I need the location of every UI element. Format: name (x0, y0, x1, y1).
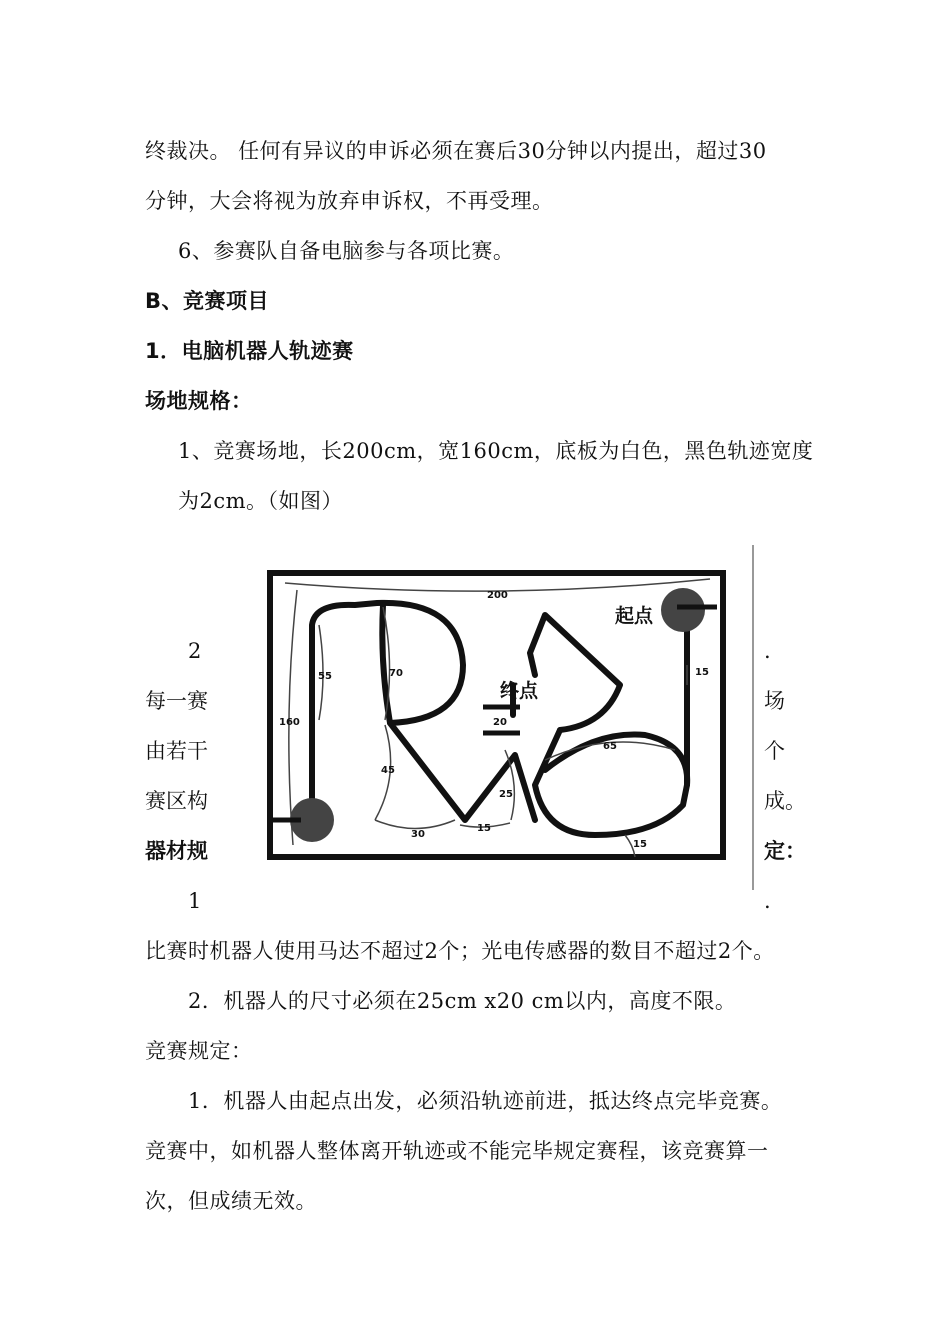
dim-15a-label: 15 (477, 823, 491, 834)
paragraph-line: 竞赛中，如机器人整体离开轨迹或不能完毕规定赛程，该竞赛算一 (145, 1139, 769, 1163)
board-border (270, 573, 723, 857)
wrap-text-left: 1 (188, 889, 202, 913)
dim-65-label: 65 (603, 741, 617, 752)
wrap-text-left: 每一赛 (145, 689, 208, 713)
dim-15c-label: 15 (633, 839, 647, 850)
paragraph-line: 1、竞赛场地，长200cm，宽160cm，底板为白色，黑色轨迹宽度 (178, 439, 814, 463)
paragraph-line: 次，但成绩无效。 (145, 1189, 317, 1213)
dim-20-label: 20 (493, 717, 507, 728)
dim-160-label: 160 (279, 717, 300, 728)
paragraph-line: 比赛时机器人使用马达不超过2个；光电传感器的数目不超过2个。 (145, 939, 775, 963)
wrap-text-left: 器材规 (145, 839, 208, 863)
dim-55-label: 55 (318, 671, 332, 682)
paragraph-line: 2．机器人的尺寸必须在25cm x20 cm以内，高度不限。 (188, 989, 737, 1013)
wrap-text-right: 定： (764, 839, 806, 863)
wrap-text-right: 场 (764, 689, 785, 713)
wrap-text-left: 赛区构 (145, 789, 208, 813)
wrap-text-right: . (764, 889, 771, 913)
dim-200-label: 200 (487, 590, 508, 601)
subsection-heading: 1．电脑机器人轨迹赛 (145, 339, 354, 363)
wrap-text-right: . (764, 639, 771, 663)
field-spec-heading: 场地规格： (145, 389, 253, 413)
start-label: 起点 (615, 605, 654, 627)
section-heading: B、竞赛项目 (145, 289, 270, 313)
dim-30-arc (375, 820, 455, 829)
dim-70-label: 70 (389, 668, 403, 679)
wrap-text-right: 个 (764, 739, 785, 763)
wrap-text-left: 2 (188, 639, 202, 663)
wrap-text-right: 成。 (764, 789, 806, 813)
dim-30-label: 30 (411, 829, 425, 840)
end-label: 终点 (500, 680, 539, 702)
start-circle (661, 588, 705, 632)
paragraph-line: 分钟，大会将视为放弃申诉权，不再受理。 (145, 189, 554, 213)
dim-45-label: 45 (381, 765, 395, 776)
paragraph-line: 为2cm。（如图） (178, 489, 344, 513)
rules-heading: 竞赛规定： (145, 1039, 253, 1063)
paragraph-line: 6、参赛队自备电脑参与各项比赛。 (178, 239, 515, 263)
dim-15b-label: 15 (695, 667, 709, 678)
wrap-text-left: 由若干 (145, 739, 208, 763)
track-diagram (215, 545, 760, 890)
paragraph-line: 终裁决。 任何有异议的申诉必须在赛后30分钟以内提出，超过30 (145, 139, 767, 163)
dim-25-label: 25 (499, 789, 513, 800)
paragraph-line: 1．机器人由起点出发，必须沿轨迹前进，抵达终点完毕竞赛。 (188, 1089, 783, 1113)
